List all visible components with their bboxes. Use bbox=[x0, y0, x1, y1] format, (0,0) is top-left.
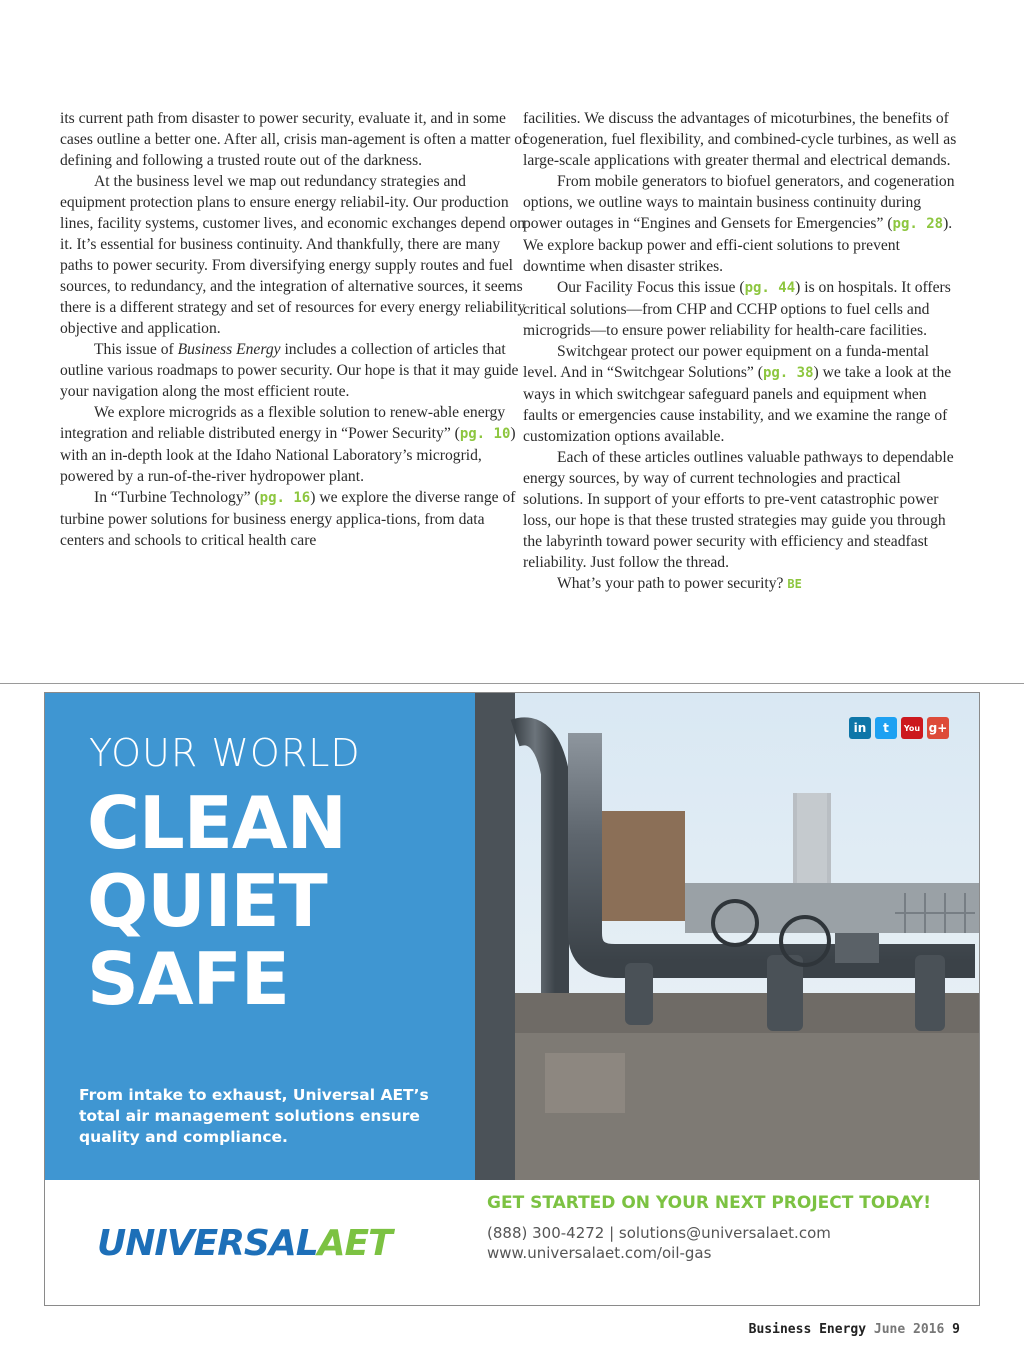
paragraph: facilities. We discuss the advantages of micoturbines, the benefits of cogeneration, fuel flexibility, and combined-cycle turbines, as well as large-scale applications with greater thermal and electrical demands. bbox=[523, 110, 957, 169]
pipeline-illustration bbox=[475, 693, 979, 1180]
page-footer bbox=[749, 1322, 960, 1337]
magazine-title: Business Energy bbox=[177, 341, 281, 358]
ad-contact-line: (888) 300-4272 | solutions@universalaet.com bbox=[487, 1224, 831, 1242]
google-plus-icon[interactable]: g+ bbox=[927, 717, 949, 739]
right-column bbox=[523, 108, 958, 595]
page-number: 9 bbox=[952, 1322, 960, 1337]
ad-contact bbox=[487, 1223, 831, 1263]
linkedin-icon[interactable]: in bbox=[849, 717, 871, 739]
social-icons bbox=[849, 717, 949, 739]
ad-photo-pipes bbox=[475, 693, 979, 1180]
ad-blue-panel bbox=[45, 693, 475, 1180]
paragraph: From mobile generators to biofuel generators, and cogeneration options, we outline ways to maintain business continuity during power outages in “Engines and Gensets for Emergencies” (pg. 28). We explore backup power and effi-cient solutions to prevent downtime when disaster strikes. bbox=[523, 173, 955, 275]
ad-tagline: From intake to exhaust, Universal AET’s total air management solutions ensure quality and compliance. bbox=[79, 1086, 429, 1146]
page-reference: pg. 16 bbox=[259, 490, 311, 506]
divider bbox=[0, 683, 1024, 684]
end-sign: BE bbox=[787, 577, 802, 591]
ad-headline-small: YOUR WORLD bbox=[89, 731, 361, 775]
page-reference: pg. 44 bbox=[744, 280, 796, 296]
paragraph: Switchgear protect our power equipment on a funda-mental level. And in “Switchgear Solutions” (pg. 38) we take a look at the ways in which switchgear safeguard panels and equipment when faults or emergencies cause instability, and we examine the range of customization options available. bbox=[523, 343, 952, 445]
paragraph: Our Facility Focus this issue (pg. 44) is on hospitals. It offers critical solutions—from CHP and CCHP options to fuel cells and microgrids—to ensure power reliability for health-care facilities. bbox=[523, 279, 951, 339]
paragraph: In “Turbine Technology” (pg. 16) we explore the diverse range of turbine power solutions for business energy applica-tions, from data centers and schools to critical health care bbox=[60, 489, 516, 549]
footer-date: June 2016 bbox=[873, 1322, 945, 1337]
advertisement[interactable] bbox=[44, 692, 980, 1306]
paragraph: What’s your path to power security? BE bbox=[557, 575, 802, 592]
paragraph: This issue of Business Energy includes a collection of articles that outline various roadmaps to power security. Our hope is that it may guide your navigation along the most efficient route. bbox=[60, 341, 519, 400]
paragraph: At the business level we map out redundancy strategies and equipment protection plans to ensure energy reliabil-ity. Our production lines, facility systems, customer lives, and economic exchanges depend on it. It’s essential for business continuity. And thankfully, there are many paths to power security. From diversifying energy supply routes and fuel sources, to redundancy, and the integration of alternative sources, it seems there is a different strategy and set of resources for every energy reliability objective and application. bbox=[60, 173, 526, 337]
paragraph: Each of these articles outlines valuable pathways to dependable energy sources, by way of current technologies and practical solutions. In support of your efforts to pre-vent catastrophic power loss, our hope is that these trusted strategies may guide you through the labyrinth toward power security with efficiency and steadfast reliability. Just follow the thread. bbox=[523, 449, 954, 571]
ad-call-to-action: GET STARTED ON YOUR NEXT PROJECT TODAY! bbox=[487, 1193, 932, 1213]
universal-aet-logo: UNIVERSALAET bbox=[97, 1223, 392, 1264]
page-reference: pg. 38 bbox=[762, 365, 814, 381]
left-column bbox=[60, 108, 530, 551]
ad-word-quiet: QUIET bbox=[87, 859, 327, 943]
twitter-icon[interactable]: t bbox=[875, 717, 897, 739]
page-reference: pg. 10 bbox=[459, 426, 511, 442]
paragraph: its current path from disaster to power security, evaluate it, and in some cases outline a better one. After all, crisis man-agement is often a matter of defining and following a trusted route out of the darkness. bbox=[60, 110, 528, 169]
ad-website[interactable]: www.universalaet.com/oil-gas bbox=[487, 1244, 712, 1262]
page-reference: pg. 28 bbox=[892, 216, 944, 232]
paragraph: We explore microgrids as a flexible solution to renew-able energy integration and reliable distributed energy in “Power Security” (pg. 10) with an in-depth look at the Idaho National Laboratory’s microgrid, powered by a run-of-the-river hydropower plant. bbox=[60, 404, 516, 485]
ad-word-safe: SAFE bbox=[87, 937, 289, 1021]
ad-word-clean: CLEAN bbox=[87, 781, 346, 865]
youtube-icon[interactable]: You bbox=[901, 717, 923, 739]
footer-title: Business Energy bbox=[748, 1322, 867, 1337]
